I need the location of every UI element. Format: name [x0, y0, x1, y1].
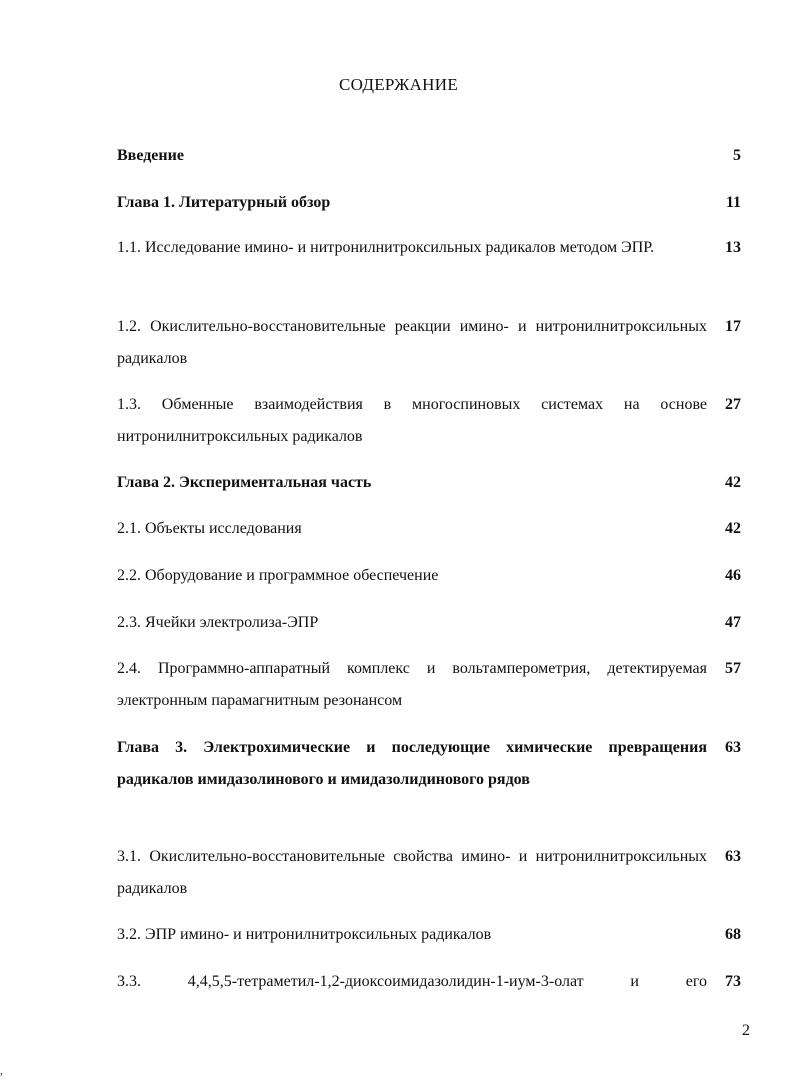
toc-entry-page: 68	[725, 926, 741, 943]
toc-entry-page: 42	[725, 474, 741, 491]
toc-entry-page: 5	[733, 147, 741, 164]
toc-entry-page: 57	[725, 660, 741, 677]
toc-entry-chapter-1[interactable]	[117, 187, 743, 219]
toc-entry-3-3[interactable]	[117, 966, 743, 998]
toc-entry-title: Глава 1. Литературный обзор	[117, 194, 331, 211]
scan-mark: ,	[0, 1063, 3, 1077]
toc-entry-intro[interactable]	[117, 140, 743, 172]
toc-entry-2-2[interactable]	[117, 560, 743, 592]
toc-entry-title: Глава 3. Электрохимические и последующие химические превращения радикалов имидазолинового и имидазолидинового рядов	[117, 739, 707, 788]
toc-entry-title: 3.3. 4,4,5,5-тетраметил-1,2-диоксоимидазолидин-1-иум-3-олат и его	[117, 973, 707, 990]
toc-entry-title: 3.2. ЭПР имино- и нитронилнитроксильных радикалов	[117, 926, 492, 943]
toc-entry-1-1[interactable]	[117, 232, 743, 264]
toc-entry-page: 63	[725, 848, 741, 865]
toc-entry-chapter-2[interactable]	[117, 467, 743, 499]
toc-entry-title: 3.1. Окислительно-восстановительные свойства имино- и нитронилнитроксильных радикалов	[117, 848, 707, 897]
toc-entry-page: 11	[725, 194, 741, 211]
toc-entry-2-1[interactable]	[117, 513, 743, 545]
toc-entry-page: 47	[725, 614, 741, 631]
toc-entry-title: 2.4. Программно-аппаратный комплекс и вольтамперометрия, детектируемая электронным парамагнитным резонансом	[117, 660, 707, 709]
page-number: 2	[742, 1022, 750, 1039]
toc-entry-title: Глава 2. Экспериментальная часть	[117, 474, 372, 491]
toc-entry-title: 2.1. Объекты исследования	[117, 520, 302, 537]
toc-entry-page: 46	[725, 567, 741, 584]
toc-entry-page: 73	[725, 973, 741, 990]
toc-entry-title: 1.2. Окислительно-восстановительные реакции имино- и нитронилнитроксильных радикалов	[117, 318, 707, 367]
toc-entry-title: 2.3. Ячейки электролиза-ЭПР	[117, 614, 319, 631]
page-title: СОДЕРЖАНИЕ	[338, 75, 459, 94]
toc-entry-3-2[interactable]	[117, 919, 743, 951]
toc-entry-3-1[interactable]	[117, 841, 743, 905]
toc-entry-title: 1.1. Исследование имино- и нитронилнитроксильных радикалов методом ЭПР.	[117, 239, 655, 256]
toc-entry-page: 63	[725, 739, 741, 756]
toc-entry-2-3[interactable]	[117, 607, 743, 639]
toc-entry-1-3[interactable]	[117, 389, 743, 453]
toc-entry-title: 2.2. Оборудование и программное обеспечение	[117, 567, 439, 584]
toc-entry-page: 13	[725, 239, 741, 256]
toc-entry-title: 1.3. Обменные взаимодействия в многоспиновых системах на основе нитронилнитроксильных радикалов	[117, 396, 707, 445]
toc-entry-title: Введение	[117, 147, 184, 164]
toc-entry-page: 27	[725, 396, 741, 413]
toc-entry-page: 42	[725, 520, 741, 537]
toc-entry-page: 17	[725, 318, 741, 335]
toc-entry-1-2[interactable]	[117, 311, 743, 375]
toc-entry-chapter-3[interactable]	[117, 732, 743, 796]
toc-entry-2-4[interactable]	[117, 653, 743, 717]
